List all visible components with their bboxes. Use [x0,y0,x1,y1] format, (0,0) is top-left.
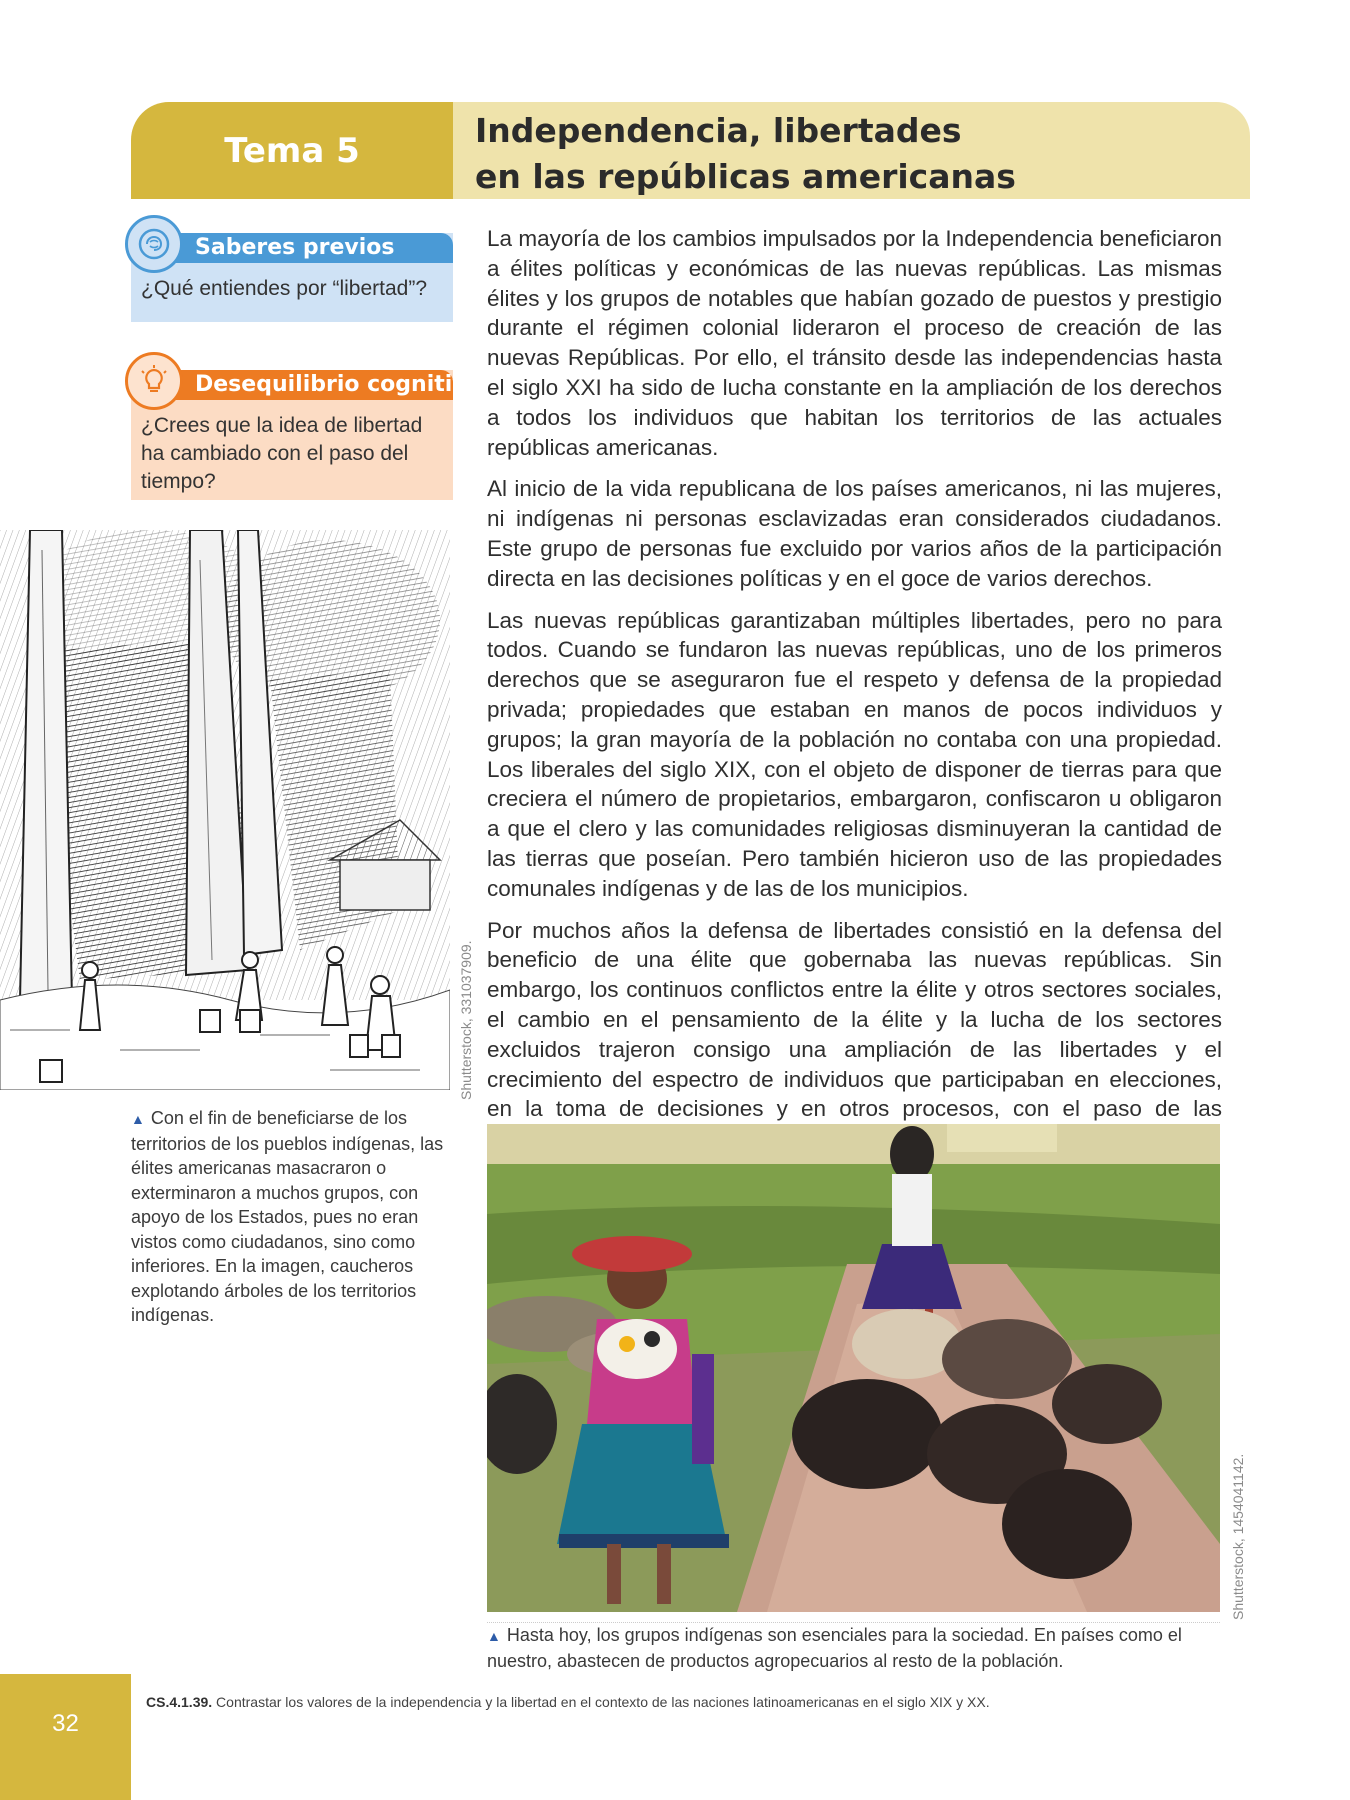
brain-head-icon [125,215,183,273]
desequilibrio-title: Desequilibrio cognitivo [195,372,482,397]
photo-credit: Shutterstock, 1454041142. [1230,1453,1246,1620]
main-text [487,224,1222,1166]
desequilibrio-question: ¿Crees que la idea de libertad ha cambiado con el paso del tiempo? [141,414,423,493]
saberes-previos-box [131,233,453,322]
andean-children-photo [487,1124,1220,1612]
engraving-caption [131,1106,453,1328]
topic-number-box [131,102,453,199]
paragraph-2: Al inicio de la vida republicana de los países americanos, ni las mujeres, ni indígenas ni personas esclavizadas eran considerados ciudadanos. Este grupo de personas fue excluido por varios años de la participación directa en las decisiones políticas y en el goce de varios derechos. [487,476,1222,591]
title-box [453,102,1250,199]
photo-caption [487,1622,1220,1673]
lightbulb-head-icon [125,352,183,410]
rubber-tappers-engraving [0,530,450,1090]
paragraph-4: Por muchos años la defensa de libertades consistió en la defensa del beneficio de una élite que gobernaba las nuevas repúblicas. Sin embargo, los continuos conflictos entre la élite y otros sectores sociales, el cambio en el pensamiento de la élite y la lucha de los sectores excluidos trajeron consigo una ampliación de las libertades y el crecimiento del espectro de individuos que participaban en elecciones, en la toma de decisiones y en otros procesos, con el paso de las [487,917,1222,1122]
skill-text: Contrastar los valores de la independencia y la libertad en el contexto de las naciones latinoamericanas en el siglo XIX y XX. [216,1694,990,1710]
title-line-2: en las repúblicas americanas [475,157,1016,196]
saberes-title: Saberes previos [195,235,395,260]
triangle-bullet-icon: ▲ [487,1628,501,1644]
paragraph-3: Las nuevas repúblicas garantizaban múltiples libertades, pero no para todos. Cuando se fundaron las nuevas repúblicas, uno de los primeros derechos que se aseguraron fue el respeto y defensa de la propiedad privada; propiedades que estaban en manos de pocos individuos y grupos; la gran mayoría de la población no contaba con una propiedad. Los liberales del siglo XIX, con el objeto de disponer de tierras para que creciera el número de propietarios, embargaron, confiscaron u obligaron a que el clero y las comunidades religiosas disminuyeran la cantidad de las tierras que poseían. Pero también hicieron uso de las propiedades comunales indígenas y de las de los municipios. [487,607,1222,901]
desequilibrio-box [131,370,482,500]
skill-code: CS.4.1.39. [146,1694,213,1710]
page-number: 32 [52,1710,79,1737]
page-title [475,108,1016,200]
curriculum-skill [146,1694,990,1710]
saberes-question: ¿Qué entiendes por “libertad”? [141,277,427,300]
engraving-caption-text: Con el fin de beneficiarse de los territorios de los pueblos indígenas, las élites americanas masacraron o exterminaron a muchos grupos, con apoyo de los Estados, pues no eran vistos como ciudadanos, sino como inferiores. En la imagen, caucheros explotando árboles de los territorios indígenas. [131,1108,444,1325]
photo-caption-text: Hasta hoy, los grupos indígenas son esenciales para la sociedad. En países como el nuestro, abastecen de productos agropecuarios al resto de la población. [487,1625,1182,1671]
topic-header [131,102,1250,199]
topic-number: Tema 5 [224,130,360,171]
paragraph-1: La mayoría de los cambios impulsados por la Independencia beneficiaron a élites políticas y económicas de las nuevas repúblicas. Las mismas élites y los grupos de notables que habían gozado de puestos y prestigio durante el régimen colonial lideraron el proceso de creación de las nuevas Repúblicas. Por ello, el tránsito desde las independencias hasta el siglo XXI ha sido de lucha constante en la ampliación de los derechos a todos los individuos que habitan los territorios de las actuales repúblicas americanas. [487,226,1222,460]
engraving-credit: Shutterstock, 331037909. [458,940,474,1100]
title-line-1: Independencia, libertades [475,111,962,150]
triangle-bullet-icon: ▲ [131,1111,145,1127]
